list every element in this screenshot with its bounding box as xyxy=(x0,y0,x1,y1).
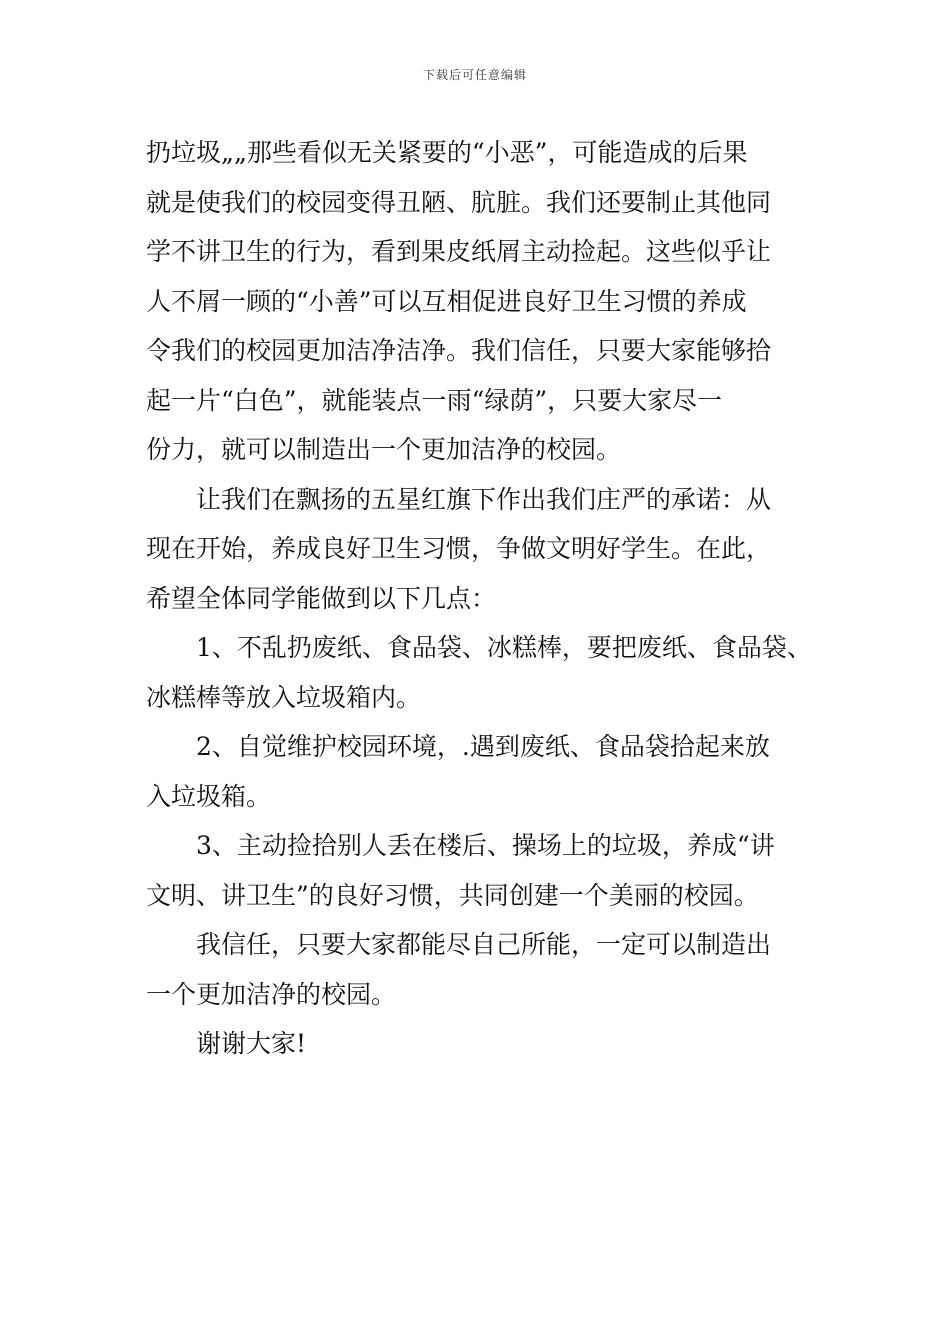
text-line: 冰糕棒等放入垃圾箱内。 xyxy=(146,682,422,712)
text-line: 我信任，只要大家都能尽自己所能，一定可以制造出 xyxy=(196,930,772,959)
text-line: 文明、讲卫生”的良好习惯，共同创建一个美丽的校园。 xyxy=(146,880,759,910)
text-line: 1、不乱扔废纸、食品袋、冰糕棒，要把废纸、食品袋、 xyxy=(196,633,812,662)
text-line: 谢谢大家! xyxy=(196,1029,307,1058)
document-body xyxy=(146,128,836,1069)
text-line: 希望全体同学能做到以下几点： xyxy=(146,583,497,613)
text-line: 让我们在飘扬的五星红旗下作出我们庄严的承诺：从 xyxy=(196,484,772,514)
page-header: 下载后可任意编辑 xyxy=(422,68,527,82)
text-line: 份力，就可以制造出一个更加洁净的校园。 xyxy=(146,435,622,464)
text-line: 起一片“白色”，就能装点一雨“绿荫”，只要大家尽一 xyxy=(146,385,723,415)
text-line: 3、主动捡拾别人丢在楼后、操场上的垃圾，养成“讲 xyxy=(196,831,775,860)
text-line: 入垃圾箱。 xyxy=(146,781,272,811)
text-line: 一个更加洁净的校园。 xyxy=(146,979,397,1009)
text-line: 现在开始，养成良好卫生习惯，争做文明好学生。在此， xyxy=(146,534,772,563)
text-line: 人不屑一顾的“小善”可以互相促进良好卫生习惯的养成 xyxy=(146,286,747,316)
text-line: 扔垃圾„„那些看似无关紧要的“小恶”，可能造成的后果 xyxy=(146,138,748,167)
text-line: 2、自觉维护校园环境，.遇到废纸、食品袋拾起来放 xyxy=(196,732,770,761)
text-line: 就是使我们的校园变得丑陋、肮脏。我们还要制止其他同 xyxy=(146,187,772,217)
text-line: 学不讲卫生的行为，看到果皮纸屑主动捡起。这些似乎让 xyxy=(146,237,772,266)
text-line: 令我们的校园更加洁净洁净。我们信任，只要大家能够拾 xyxy=(146,336,772,365)
